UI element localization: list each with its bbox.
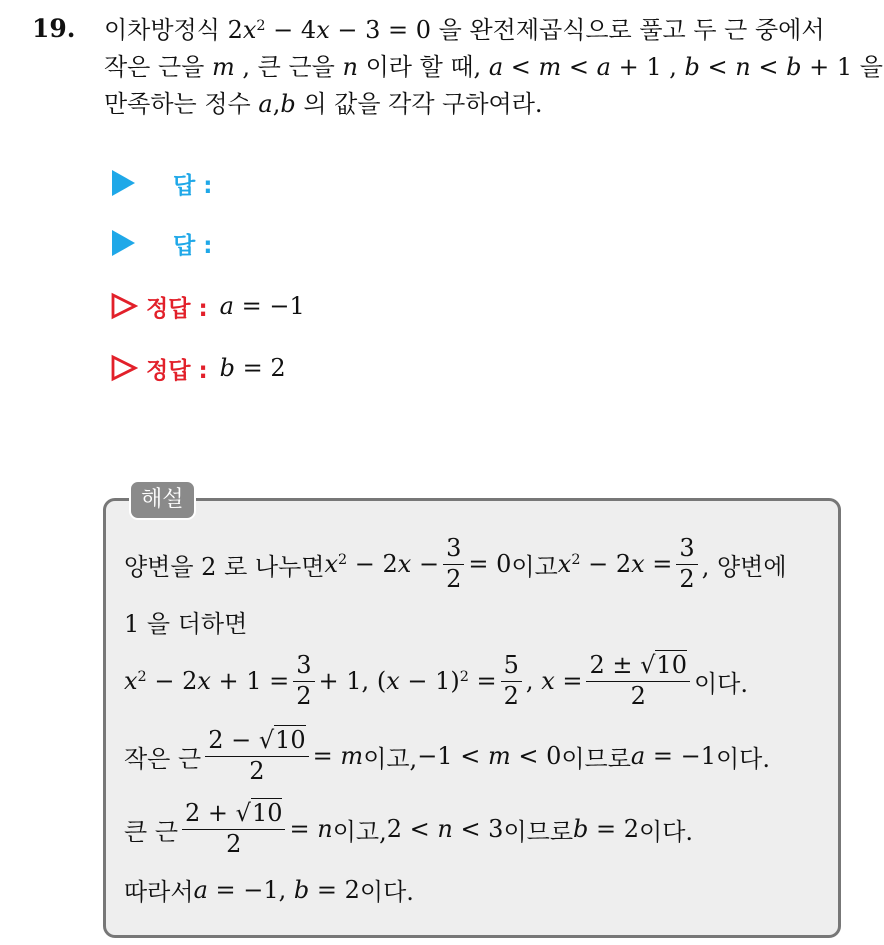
outline-triangle-icon	[110, 354, 138, 382]
answer-row-2[interactable]	[110, 223, 212, 263]
inequality-n: b < n < b + 1	[684, 53, 853, 81]
correct-answer-label: 정답 :	[146, 357, 208, 384]
solution-tag: 해설	[129, 480, 196, 520]
correct-answer-label: 정답 :	[146, 295, 208, 322]
fraction: $\frac{3}{2}$	[443, 535, 464, 593]
inequality-m: a < m < a + 1	[488, 53, 662, 81]
quadratic-equation: $2x^2 - 4x - 3 = 0$	[227, 16, 432, 44]
fraction: $\frac{2 - √10}{2}$	[205, 727, 308, 785]
correct-answer-value-b: b = 2	[219, 354, 286, 382]
solution-line-4: 작은 근 $\frac{2 - √10}{2}$ = m 이고, −1 < m < 0 이므로 a = −1 이다.	[124, 726, 770, 785]
correct-answer-row-2	[110, 348, 286, 388]
fraction: $\frac{3}{2}$	[293, 652, 314, 710]
answer-label: 답 :	[173, 232, 213, 259]
play-arrow-icon	[112, 230, 135, 256]
solution-line-2: 1 을 더하면	[124, 610, 248, 638]
fraction: $\frac{2 + √10}{2}$	[182, 800, 285, 858]
solution-line-6: 따라서 a = −1, b = 2 이다.	[124, 875, 414, 906]
question-line-1: 이차방정식 $2x^2 - 4x - 3 = 0$ 을 완전제곱식으로 풀고 두 근 중에서	[104, 16, 825, 44]
solution-line-3: $x^2 - 2x + 1$ = $\frac{3}{2}$ + 1, $(x - 1)^2$ = $\frac{5}{2}$ , x = $\frac{2 \pm √10}{2}$ 이다.	[124, 651, 748, 710]
solution-line-5: 큰 근 $\frac{2 + √10}{2}$ = n 이고, 2 < n < 3 이므로 b = 2 이다.	[124, 799, 694, 858]
play-arrow-icon	[112, 170, 135, 196]
outline-triangle-icon	[110, 292, 138, 320]
question-text	[104, 12, 883, 123]
question-line-2: 작은 근을 m , 큰 근을 n 이라 할 때, a < m < a + 1 , b < n < b + 1 을	[104, 53, 883, 81]
correct-answer-value-a: a = −1	[219, 292, 305, 320]
answer-row-1[interactable]	[110, 163, 212, 203]
question-number: 19.	[32, 14, 76, 43]
solution-line-1: 양변을 2 로 나누면 $x^2 - 2x$ − $\frac{3}{2}$ = 0 이고 $x^2 - 2x$ = $\frac{3}{2}$ , 양변에	[124, 534, 787, 593]
question-line-3: 만족하는 정수 a,b 의 값을 각각 구하여라.	[104, 90, 543, 118]
answer-label: 답 :	[173, 172, 213, 199]
fraction: $\frac{5}{2}$	[501, 652, 522, 710]
fraction: $\frac{3}{2}$	[676, 535, 697, 593]
correct-answer-row-1	[110, 286, 305, 326]
fraction: $\frac{2 \pm √10}{2}$	[586, 652, 689, 710]
